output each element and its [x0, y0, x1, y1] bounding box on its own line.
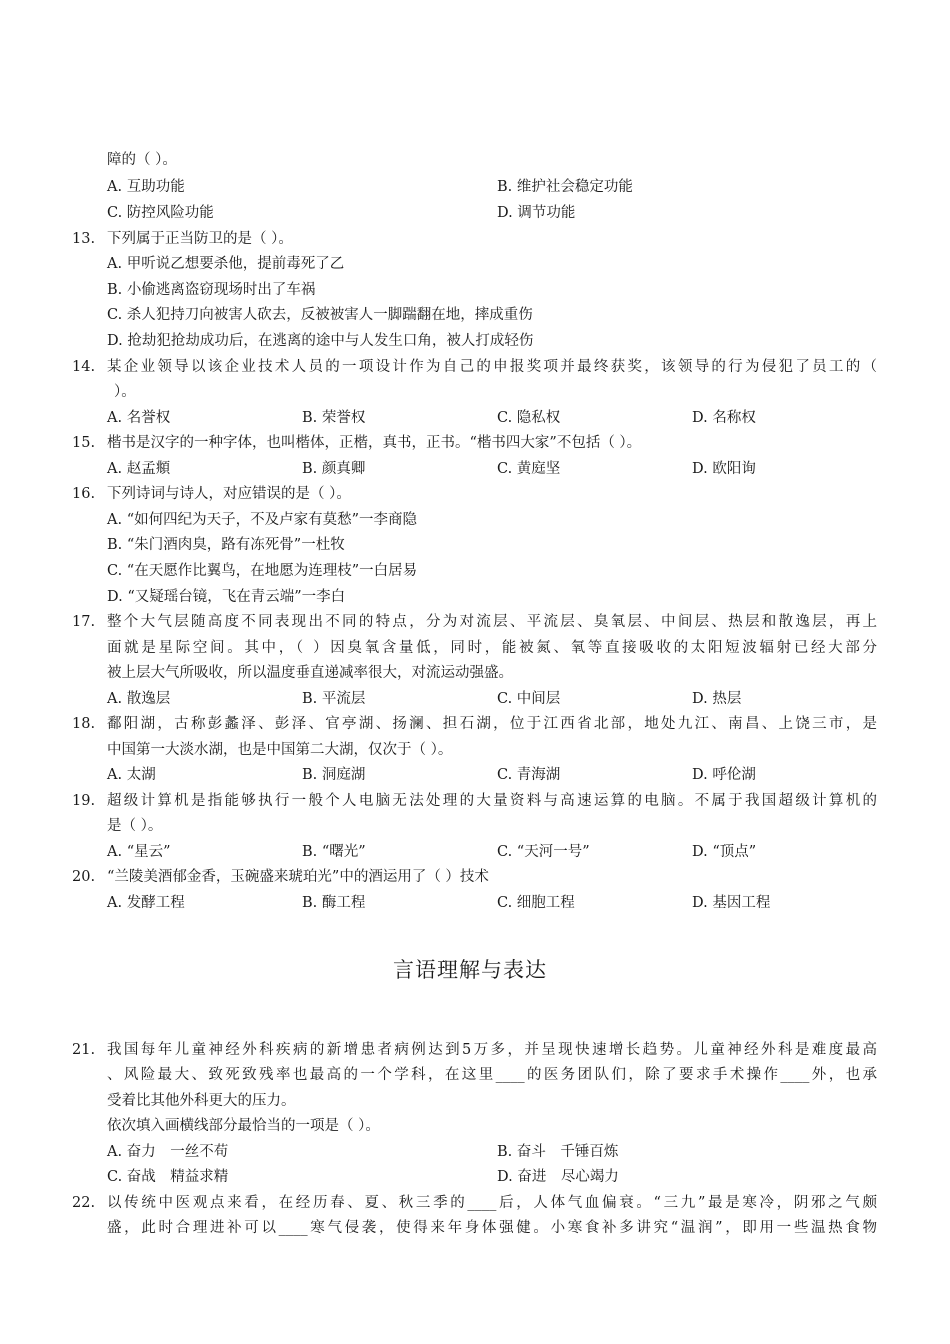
q18-option-c: C. 青海湖: [497, 767, 561, 783]
q14-stem-line1: 某企业领导以该企业技术人员的一项设计作为自己的申报奖项并最终获奖，该领导的行为侵犯了员工的（: [107, 359, 877, 375]
q18-option-b: B. 洞庭湖: [302, 767, 366, 783]
q13-option-b: B. 小偷逃离盗窃现场时出了车祸: [107, 282, 316, 298]
q19-option-b: B. “曙光”: [302, 844, 366, 860]
q18-stem-line2: 中国第一大淡水湖，也是中国第二大湖，仅次于（ ）。: [107, 742, 453, 758]
q19-stem-line1: 超级计算机是指能够执行一般个人电脑无法处理的大量资料与高速运算的电脑。不属于我国超级计算机的: [107, 793, 877, 809]
q21-stem-line4: 依次填入画横线部分最恰当的一项是（ ）。: [107, 1118, 380, 1134]
q18-option-d: D. 呼伦湖: [692, 767, 756, 783]
q18-option-a: A. 太湖: [107, 767, 156, 783]
q14-option-b: B. 荣誉权: [302, 410, 366, 426]
q15-option-a: A. 赵孟頫: [107, 461, 171, 477]
q22-stem-line1: 以传统中医观点来看，在经历春、夏、秋三季的____后，人体气血偏衰。“三九”最是寒冷，阴邪之气颇: [107, 1195, 877, 1211]
q21-stem-line1: 我国每年儿童神经外科疾病的新增患者病例达到5万多，并呈现快速增长趋势。儿童神经外科是难度最高: [107, 1042, 877, 1058]
q21-option-d: D. 奋进 尽心竭力: [497, 1169, 619, 1185]
q17-option-d: D. 热层: [692, 691, 742, 707]
q19-number: 19.: [72, 793, 96, 809]
q12-option-d: D. 调节功能: [497, 205, 576, 221]
q16-stem: 下列诗词与诗人，对应错误的是（ ）。: [107, 486, 351, 502]
q17-stem-line3: 被上层大气所吸收，所以温度垂直递减率很大，对流运动强盛。: [107, 665, 513, 681]
q14-option-c: C. 隐私权: [497, 410, 561, 426]
q21-option-a: A. 奋力 一丝不苟: [107, 1144, 229, 1160]
q17-number: 17.: [72, 614, 96, 630]
q20-option-c: C. 细胞工程: [497, 895, 575, 911]
q14-option-d: D. 名称权: [692, 410, 756, 426]
q22-stem-line2: 盛，此时合理进补可以____寒气侵袭，使得来年身体强健。小寒食补多讲究“温润”，即用一些温热食物: [107, 1220, 877, 1236]
q20-number: 20.: [72, 869, 96, 885]
section-title: 言语理解与表达: [393, 958, 547, 982]
q12-option-c: C. 防控风险功能: [107, 205, 214, 221]
q15-number: 15.: [72, 435, 96, 451]
q17-option-a: A. 散逸层: [107, 691, 171, 707]
q19-option-a: A. “星云”: [107, 844, 171, 860]
q18-stem-line1: 鄱阳湖，古称彭蠡泽、彭泽、官亭湖、扬澜、担石湖，位于江西省北部，地处九江、南昌、上饶三市，是: [107, 716, 877, 732]
q20-option-d: D. 基因工程: [692, 895, 771, 911]
q12-option-b: B. 维护社会稳定功能: [497, 179, 633, 195]
q13-option-d: D. 抢劫犯抢劫成功后，在逃离的途中与人发生口角，被人打成轻伤: [107, 333, 534, 349]
q17-stem-line2: 面就是星际空间。其中，（ ）因臭氧含量低，同时，能被氮、氧等直接吸收的太阳短波辐射已经大部分: [107, 640, 877, 656]
q17-option-b: B. 平流层: [302, 691, 366, 707]
q21-number: 21.: [72, 1042, 96, 1058]
q20-stem: “兰陵美酒郁金香，玉碗盛来琥珀光”中的酒运用了（ ）技术: [107, 869, 489, 885]
q16-number: 16.: [72, 486, 96, 502]
q21-option-c: C. 奋战 精益求精: [107, 1169, 229, 1185]
q19-option-c: C. “天河一号”: [497, 844, 590, 860]
q16-option-c: C. “在天愿作比翼鸟，在地愿为连理枝”一白居易: [107, 563, 418, 579]
q13-number: 13.: [72, 231, 96, 247]
q13-option-c: C. 杀人犯持刀向被害人砍去，反被被害人一脚踹翻在地，摔成重伤: [107, 307, 533, 323]
q19-option-d: D. “顶点”: [692, 844, 757, 860]
q20-option-b: B. 酶工程: [302, 895, 366, 911]
q14-option-a: A. 名誉权: [107, 410, 171, 426]
q15-option-d: D. 欧阳询: [692, 461, 756, 477]
q17-option-c: C. 中间层: [497, 691, 561, 707]
q14-stem-line2: ）。: [114, 384, 136, 400]
q18-number: 18.: [72, 716, 96, 732]
q13-option-a: A. 甲听说乙想要杀他，提前毒死了乙: [107, 256, 345, 272]
q21-stem-line3: 受着比其他外科更大的压力。: [107, 1093, 296, 1109]
q21-option-b: B. 奋斗 千锤百炼: [497, 1144, 619, 1160]
q16-option-a: A. “如何四纪为天子，不及卢家有莫愁”一李商隐: [107, 512, 418, 528]
q16-option-b: B. “朱门酒肉臭，路有冻死骨”一杜牧: [107, 537, 345, 553]
q14-number: 14.: [72, 359, 96, 375]
q12-stem: 障的（ ）。: [107, 152, 177, 168]
q15-option-b: B. 颜真卿: [302, 461, 366, 477]
q12-option-a: A. 互助功能: [107, 179, 185, 195]
q22-number: 22.: [72, 1195, 96, 1211]
q19-stem-line2: 是（ ）。: [107, 818, 163, 834]
q16-option-d: D. “又疑瑶台镜，飞在青云端”一李白: [107, 589, 346, 605]
q20-option-a: A. 发酵工程: [107, 895, 185, 911]
q15-option-c: C. 黄庭坚: [497, 461, 561, 477]
q21-stem-line2: 、风险最大、致死致残率也最高的一个学科，在这里____的医务团队们，除了要求手术操作____外，也承: [107, 1067, 877, 1083]
q15-stem: 楷书是汉字的一种字体，也叫楷体，正楷，真书，正书。“楷书四大家”不包括（ ）。: [107, 435, 642, 451]
q17-stem-line1: 整个大气层随高度不同表现出不同的特点，分为对流层、平流层、臭氧层、中间层、热层和散逸层，再上: [107, 614, 877, 630]
q13-stem: 下列属于正当防卫的是（ ）。: [107, 231, 293, 247]
